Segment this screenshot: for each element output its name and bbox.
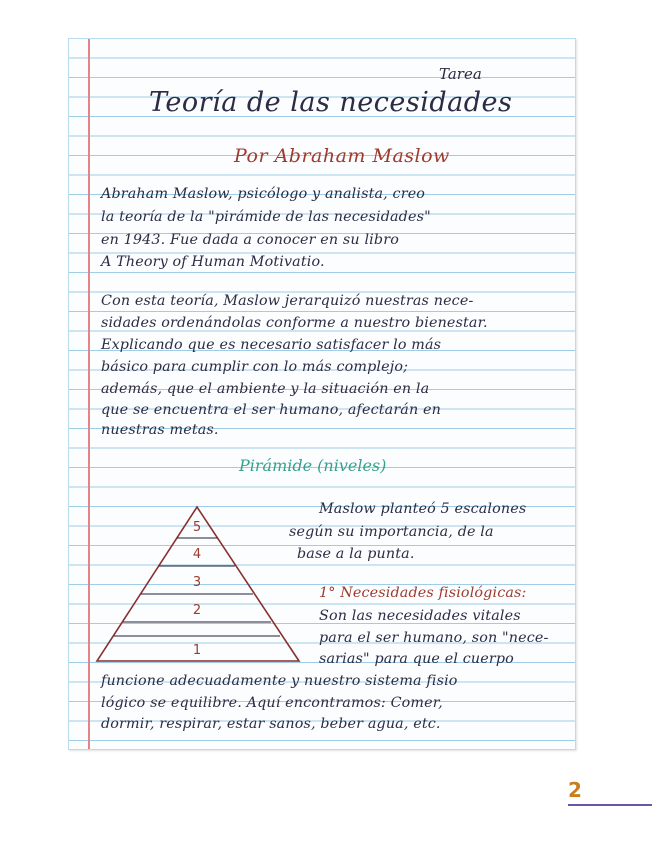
pyramid-level-label: 5 bbox=[192, 520, 202, 535]
homework-label: Tarea bbox=[439, 65, 482, 83]
pyramid-note-line: Maslow planteó 5 escalones bbox=[319, 501, 527, 517]
page-title: Teoría de las necesidades bbox=[149, 87, 513, 118]
intro-line: Abraham Maslow, psicólogo y analista, creo bbox=[101, 186, 426, 202]
pyramid-level-label: 2 bbox=[192, 603, 202, 618]
need-line: para el ser humano, son "nece- bbox=[319, 630, 549, 646]
pyramid-note-line: según su importancia, de la bbox=[289, 524, 494, 540]
notebook-page bbox=[68, 38, 576, 750]
closing-line: lógico se equilibre. Aquí encontramos: Comer, bbox=[101, 695, 443, 711]
theory-line: básico para cumplir con lo más complejo; bbox=[101, 359, 409, 375]
intro-line: A Theory of Human Motivatio. bbox=[101, 254, 325, 270]
theory-line: nuestras metas. bbox=[101, 422, 219, 438]
theory-line: además, que el ambiente y la situación en la bbox=[101, 381, 430, 397]
pyramid-level-label: 1 bbox=[192, 643, 202, 658]
page-number: 2 bbox=[568, 778, 582, 802]
theory-line: Explicando que es necesario satisfacer lo más bbox=[101, 337, 442, 353]
byline: Por Abraham Maslow bbox=[234, 145, 450, 167]
intro-line: en 1943. Fue dada a conocer en su libro bbox=[101, 232, 399, 248]
page-number-underline bbox=[568, 804, 652, 806]
pyramid-level-label: 4 bbox=[192, 547, 202, 562]
need-line: sarias" para que el cuerpo bbox=[319, 651, 514, 667]
need-line: Son las necesidades vitales bbox=[319, 608, 521, 624]
pyramid-level-label: 3 bbox=[192, 575, 202, 590]
closing-line: dormir, respirar, estar sanos, beber agua, etc. bbox=[101, 716, 441, 732]
theory-line: sidades ordenándolas conforme a nuestro bienestar. bbox=[101, 315, 488, 331]
pyramid-note-line: base a la punta. bbox=[297, 546, 415, 562]
need-heading: 1° Necesidades fisiológicas: bbox=[319, 585, 527, 601]
intro-line: la teoría de la "pirámide de las necesidades" bbox=[101, 209, 431, 225]
pyramid-diagram bbox=[93, 503, 303, 663]
closing-line: funcione adecuadamente y nuestro sistema fisio bbox=[101, 673, 458, 689]
theory-line: Con esta teoría, Maslow jerarquizó nuestras nece- bbox=[101, 293, 474, 309]
pyramid-heading: Pirámide (niveles) bbox=[239, 456, 387, 475]
theory-line: que se encuentra el ser humano, afectarán en bbox=[101, 402, 441, 418]
